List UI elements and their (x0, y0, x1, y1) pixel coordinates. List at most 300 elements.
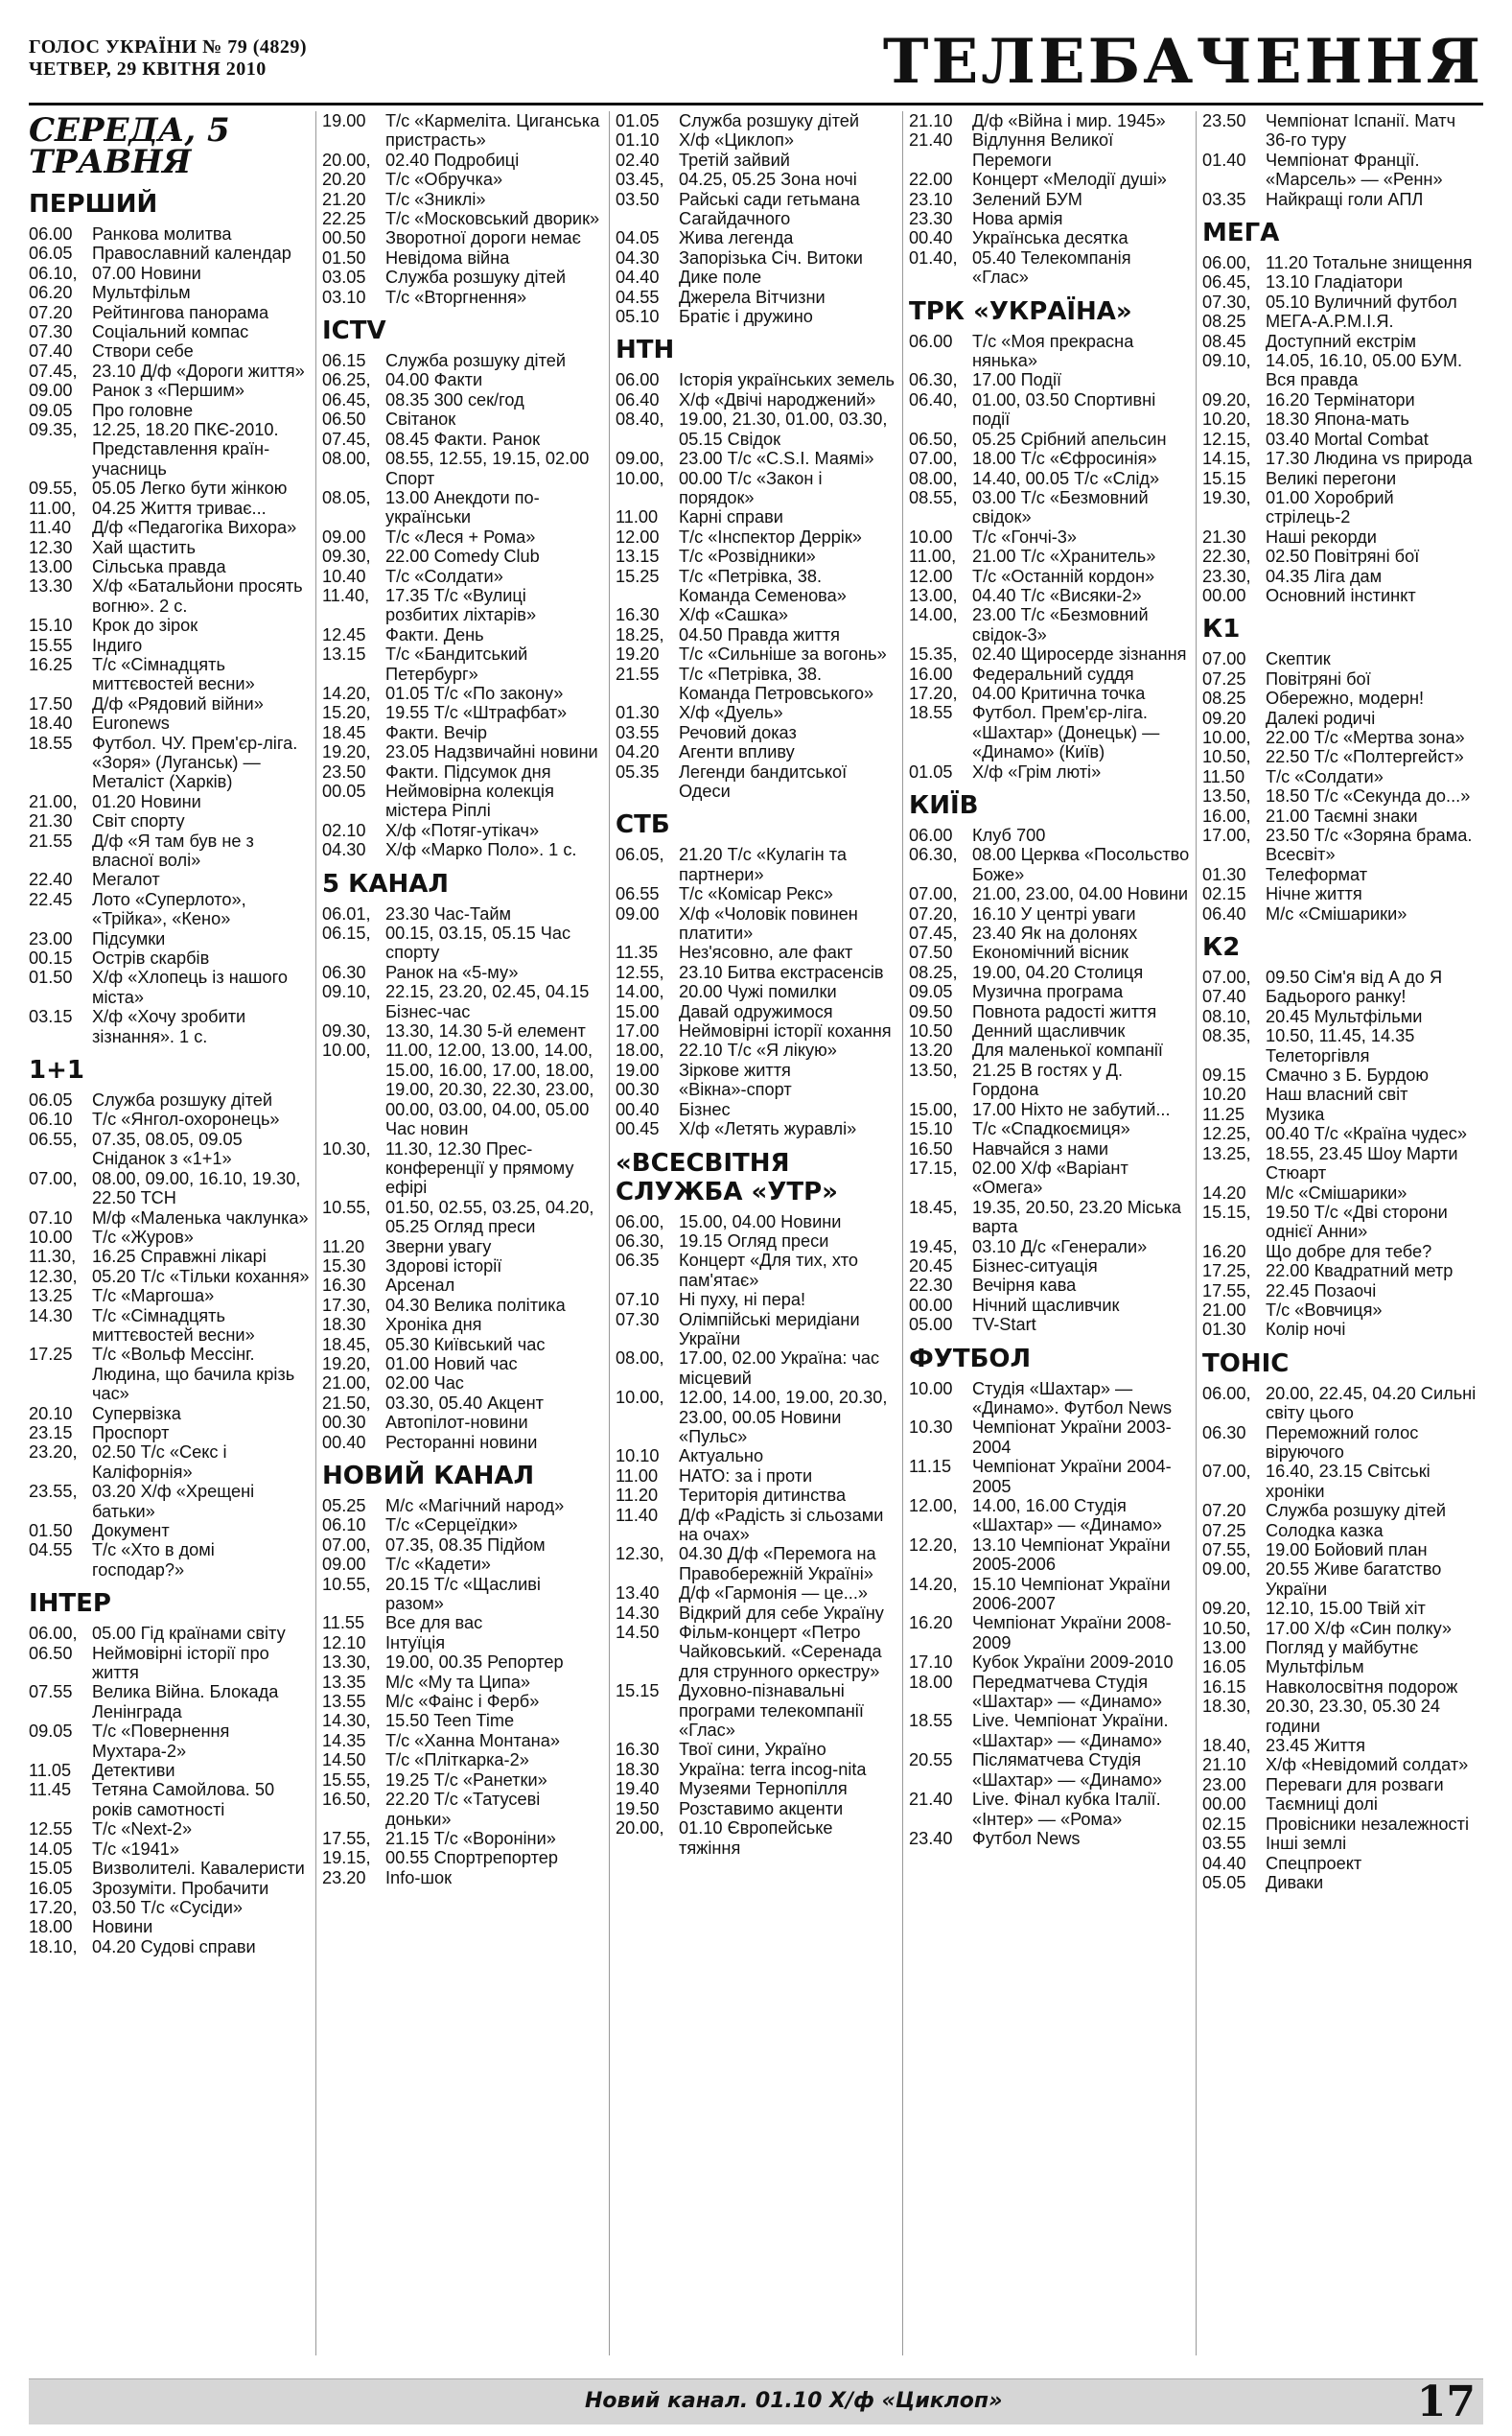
listing-entry (322, 762, 603, 782)
entry-title: Концерт «Мелодії душі» (972, 170, 1167, 190)
entry-title: 16.25 Справжні лікарі (92, 1247, 267, 1267)
entry-time: 19.20, (322, 742, 371, 762)
listing-entry (616, 1623, 896, 1681)
entry-time: 17.55, (322, 1828, 371, 1848)
listing-entry (909, 1496, 1190, 1535)
listing-entry (322, 1555, 603, 1574)
entry-time: 00.00 (909, 1295, 953, 1315)
listing-entry (616, 307, 896, 326)
listing-entry (616, 288, 896, 307)
listing-entry (1202, 709, 1483, 728)
entry-time: 14.35 (322, 1730, 366, 1750)
entry-title: Територія дитинства (679, 1486, 847, 1506)
entry-title: 23.10 Д/ф «Дороги життя» (92, 361, 305, 381)
listing-entry (29, 1228, 310, 1247)
entry-time: 15.20, (322, 703, 371, 723)
listing-entry (1202, 190, 1483, 209)
entry-title: 07.35, 08.35 Підйом (385, 1534, 546, 1555)
entry-title: Джерела Вітчизни (679, 287, 826, 307)
listing-column (616, 111, 896, 2355)
listing-entry (29, 224, 310, 244)
entry-title: 23.50 Т/с «Зоряна брама. Всесвіт» (1266, 826, 1473, 865)
channel-heading: ТРК «УКРАЇНА» (909, 296, 1132, 326)
entry-time: 10.50, (1202, 747, 1251, 767)
entry-title: Православний календар (92, 244, 291, 264)
listing-entry (1202, 904, 1483, 924)
listing-entry (1202, 430, 1483, 449)
entry-title: Лото «Суперлото», «Трійка», «Кено» (92, 889, 246, 929)
entry-title: Т/с «Журов» (92, 1227, 194, 1247)
channel-heading: К2 (1202, 933, 1241, 963)
listing-entry (616, 370, 896, 389)
entry-title: Обережно, модерн! (1266, 689, 1425, 709)
entry-title: Зіркове життя (679, 1060, 791, 1080)
listing-entry (322, 1139, 603, 1198)
entry-title: Погляд у майбутнє (1266, 1638, 1419, 1658)
entry-title: 04.00 Критична точка (972, 683, 1146, 703)
entry-time: 03.35 (1202, 189, 1246, 209)
entry-time: 18.40 (29, 714, 73, 734)
entry-title: Неймовірна колекція містера Ріплі (385, 782, 554, 821)
listing-entry (29, 479, 310, 498)
entry-title: Українська десятка (972, 228, 1128, 248)
entry-time: 12.00 (909, 566, 953, 586)
entry-title: Супервізка (92, 1403, 181, 1423)
listing-entry (1202, 786, 1483, 806)
entry-time: 17.50 (29, 693, 73, 714)
entry-time: 07.45, (29, 361, 78, 381)
entry-title: Переможний голос віруючого (1266, 1422, 1419, 1462)
entry-time: 21.40 (909, 1790, 953, 1810)
entry-title: Т/с «Сімнадцять миттєвостей весни» (92, 654, 255, 694)
entry-title: Таємниці долі (1266, 1794, 1378, 1815)
day-heading: СЕРЕДА, 5 ТРАВНЯ (29, 111, 230, 181)
entry-time: 10.55, (322, 1197, 371, 1217)
entry-time: 06.10, (29, 263, 78, 283)
entry-time: 07.20, (909, 903, 958, 924)
listing-entry (1202, 1697, 1483, 1736)
issue-info (29, 36, 307, 81)
entry-time: 14.15, (1202, 449, 1251, 469)
channel-heading: СТБ (616, 810, 670, 840)
entry-title: 18.30 Япона-мать (1266, 410, 1409, 430)
entry-time: 02.15 (1202, 884, 1246, 904)
entry-time: 07.00, (1202, 1462, 1251, 1482)
entry-title: Вечірня кава (972, 1276, 1077, 1296)
entry-title: 15.10 Чемпіонат України 2006-2007 (972, 1574, 1171, 1614)
entry-time: 21.00, (29, 791, 78, 811)
entry-title: Чемпіонат України 2008-2009 (972, 1613, 1172, 1652)
entry-time: 23.15 (29, 1422, 73, 1442)
entry-title: Запорізька Січ. Витоки (679, 247, 863, 268)
entry-title: Про головне (92, 400, 194, 420)
entry-time: 10.50, (1202, 1618, 1251, 1638)
entry-time: 15.00, (909, 1099, 958, 1119)
entry-title: Т/с «Пліткарка-2» (385, 1750, 529, 1770)
entry-time: 06.15 (322, 351, 366, 371)
entry-title: Факти. Вечір (385, 722, 487, 742)
entry-time: 05.10 (616, 307, 660, 327)
entry-title: 22.10 Т/с «Я лікую» (679, 1041, 837, 1061)
listing-entry (909, 1417, 1190, 1457)
listing-entry (29, 1839, 310, 1859)
listing-entry (29, 1879, 310, 1898)
entry-time: 12.00 (616, 527, 660, 547)
listing-entry (909, 1790, 1190, 1829)
entry-title: 19.00, 04.20 Столиця (972, 962, 1144, 982)
entry-title: Ранок з «Першим» (92, 381, 244, 401)
listing-entry (616, 268, 896, 287)
listing-entry (1202, 449, 1483, 468)
entry-time: 07.10 (616, 1290, 660, 1310)
entry-title: 20.55 Живе багатство України (1266, 1559, 1442, 1599)
entry-title: Речовий доказ (679, 722, 797, 742)
entry-time: 11.25 (1202, 1104, 1245, 1124)
listing-entry (322, 644, 603, 684)
entry-title: Новини (92, 1917, 153, 1937)
entry-time: 06.01, (322, 903, 371, 924)
entry-time: 19.00 (616, 1060, 660, 1080)
entry-title: Т/с «Сімнадцять миттєвостей весни» (92, 1305, 255, 1345)
entry-time: 13.30, (322, 1652, 371, 1673)
entry-title: 05.40 Телекомпанія «Глас» (972, 247, 1131, 288)
entry-time: 13.50, (1202, 786, 1251, 807)
listing-entry (909, 1315, 1190, 1334)
entry-time: 15.30 (322, 1255, 366, 1276)
entry-title: Зрозуміти. Пробачити (92, 1878, 269, 1898)
listing-entry (29, 1540, 310, 1580)
entry-title: Т/с «Next-2» (92, 1819, 193, 1839)
listing-entry (322, 1373, 603, 1393)
entry-title: 03.50 Т/с «Сусіди» (92, 1897, 244, 1917)
listing-entry (1202, 669, 1483, 689)
listing-entry (1202, 1026, 1483, 1066)
listing-entry (1202, 747, 1483, 766)
entry-time: 09.00 (29, 381, 73, 401)
entry-title: 19.35, 20.50, 23.20 Міська варта (972, 1197, 1182, 1237)
entry-title: Актуально (679, 1446, 764, 1466)
entry-time: 14.30 (29, 1305, 73, 1325)
entry-title: 02.50 Повітряні бої (1266, 547, 1420, 567)
entry-time: 01.30 (1202, 864, 1246, 884)
listing-entry (909, 1711, 1190, 1750)
entry-title: НАТО: за і проти (679, 1465, 813, 1486)
listing-entry (1202, 1657, 1483, 1676)
listing-entry (616, 1310, 896, 1349)
entry-title: Чемпіонат Іспанії. Матч 36-го туру (1266, 111, 1456, 151)
entry-time: 08.35, (1202, 1026, 1251, 1046)
entry-title: Т/с «Вторгнення» (385, 287, 527, 307)
listing-entry (909, 1613, 1190, 1652)
column-divider (1196, 111, 1197, 2355)
entry-time: 16.20 (1202, 1241, 1246, 1261)
entry-title: Т/с «Спадкоємиця» (972, 1119, 1130, 1139)
listing-entry (29, 1682, 310, 1722)
entry-time: 01.50 (29, 968, 73, 988)
entry-time: 06.30, (616, 1230, 664, 1251)
listing-entry (322, 742, 603, 761)
entry-time: 11.40 (29, 518, 72, 538)
entry-title: 01.10 Європейське тяжіння (679, 1818, 833, 1858)
entry-time: 13.00 (1202, 1638, 1246, 1658)
entry-title: Футбол. ЧУ. Прем'єр-ліга. «Зоря» (Луганськ) — Металіст (Харків) (92, 733, 298, 792)
entry-time: 11.00 (616, 1465, 659, 1486)
listing-entry (1202, 1144, 1483, 1183)
entry-title: 23.00 Т/с «C.S.I. Маямі» (679, 449, 874, 469)
listing-entry (616, 703, 896, 722)
listing-entry (322, 248, 603, 268)
entry-title: 14.00, 16.00 Студія «Шахтар» — «Динамо» (972, 1496, 1163, 1535)
entry-title: Мультфільм (1266, 1657, 1364, 1677)
listing-entry (616, 1251, 896, 1290)
entry-time: 21.55 (29, 831, 73, 851)
entry-title: Т/с «Інспектор Деррік» (679, 527, 862, 547)
entry-title: Нова армія (972, 209, 1063, 229)
entry-title: Крок до зірок (92, 616, 198, 636)
entry-title: 05.30 Київський час (385, 1334, 546, 1354)
listing-entry (909, 390, 1190, 430)
entry-time: 06.35 (616, 1251, 660, 1271)
entry-title: 01.20 Новини (92, 791, 201, 811)
entry-time: 01.30 (616, 703, 660, 723)
entry-time: 17.20, (29, 1897, 78, 1917)
entry-time: 23.50 (1202, 111, 1246, 130)
listing-entry (29, 811, 310, 831)
entry-title: Основний інстинкт (1266, 585, 1416, 605)
entry-time: 17.00 (616, 1021, 660, 1042)
entry-title: Олімпійські меридіани України (679, 1309, 860, 1348)
entry-title: Інші землі (1266, 1834, 1347, 1854)
listing-entry (322, 1535, 603, 1555)
entry-title: 01.00, 03.50 Спортивні події (972, 389, 1156, 430)
entry-time: 12.30 (29, 537, 73, 557)
entry-time: 07.30, (1202, 292, 1251, 312)
listing-entry (909, 644, 1190, 664)
listing-entry (29, 1306, 310, 1346)
entry-title: МЕГА-А.Р.М.І.Я. (1266, 312, 1394, 332)
entry-time: 01.05 (909, 761, 953, 782)
entry-time: 00.05 (322, 782, 366, 801)
listing-entry (1202, 253, 1483, 272)
entry-time: 04.30 (322, 840, 366, 860)
entry-time: 06.45, (322, 389, 371, 410)
entry-title: Х/ф «Чоловік повинен платити» (679, 903, 858, 944)
entry-time: 06.30, (909, 370, 958, 390)
entry-time: 14.50 (322, 1750, 366, 1770)
listing-entry (29, 264, 310, 283)
listing-entry (1202, 1281, 1483, 1300)
listing-entry (29, 870, 310, 889)
listing-entry (909, 904, 1190, 924)
entry-time: 18.00 (29, 1917, 73, 1937)
entry-time: 01.30 (1202, 1320, 1246, 1340)
listing-entry (1202, 586, 1483, 605)
entry-time: 13.30 (29, 576, 73, 597)
entry-time: 22.25 (322, 209, 366, 229)
listing-entry (29, 949, 310, 968)
entry-time: 14.50 (616, 1623, 660, 1643)
listing-entry (909, 762, 1190, 782)
entry-title: Післяматчева Студія «Шахтар» — «Динамо» (972, 1750, 1163, 1790)
entry-title: 04.30 Д/ф «Перемога на Правобережній Україні» (679, 1544, 876, 1583)
listing-entry (909, 370, 1190, 389)
entry-title: Музеями Тернопілля (679, 1779, 848, 1799)
entry-time: 23.50 (322, 761, 366, 782)
entry-time: 06.10 (322, 1515, 366, 1535)
listing-entry (29, 1898, 310, 1917)
entry-title: 04.00 Факти (385, 370, 483, 390)
entry-time: 03.50 (616, 189, 660, 209)
entry-title: 14.05, 16.10, 05.00 БУМ. Вся правда (1266, 351, 1463, 390)
entry-title: Хроніка дня (385, 1315, 482, 1335)
entry-title: Нічне життя (1266, 884, 1362, 904)
entry-time: 17.55, (1202, 1280, 1251, 1300)
entry-title: 23.45 Життя (1266, 1736, 1366, 1756)
listing-entry (29, 1761, 310, 1780)
entry-title: Х/ф «Циклоп» (679, 130, 794, 151)
listing-entry (322, 1237, 603, 1256)
entry-title: 23.05 Надзвичайні новини (385, 742, 598, 762)
listing-entry (29, 1090, 310, 1110)
listing-entry (616, 1348, 896, 1388)
entry-title: 10.50, 11.45, 14.35 Телеторгівля (1266, 1026, 1415, 1066)
entry-time: 09.20 (1202, 708, 1246, 728)
entry-time: 07.40 (29, 341, 73, 362)
entry-time: 14.05 (29, 1839, 73, 1859)
listing-entry (1202, 1242, 1483, 1261)
entry-title: Нез'ясовно, але факт (679, 943, 853, 963)
entry-time: 06.25, (322, 370, 371, 390)
listing-entry (616, 1544, 896, 1583)
entry-title: 17.00 Х/ф «Син полку» (1266, 1618, 1453, 1638)
entry-time: 22.40 (29, 870, 73, 890)
listing-entry (29, 1644, 310, 1683)
entry-time: 08.00, (909, 468, 958, 488)
entry-title: Федеральний суддя (972, 664, 1134, 684)
entry-title: 23.30 Час-Тайм (385, 903, 512, 924)
entry-time: 17.25, (1202, 1261, 1251, 1281)
entry-time: 16.25 (29, 654, 73, 674)
listings-columns (29, 111, 1483, 2355)
entry-title: 17.00, 02.00 Україна: час місцевий (679, 1348, 880, 1388)
listing-entry (322, 288, 603, 307)
listing-entry (616, 410, 896, 449)
listing-entry (616, 1446, 896, 1465)
entry-time: 21.50, (322, 1393, 371, 1413)
entry-title: Х/ф «Хочу зробити зізнання». 1 с. (92, 1007, 246, 1046)
entry-time: 08.55, (909, 487, 958, 507)
page-number: 17 (1416, 2377, 1476, 2426)
listing-entry (909, 1673, 1190, 1712)
listing-entry (616, 884, 896, 903)
entry-time: 11.05 (29, 1761, 72, 1781)
entry-title: 04.35 Ліга дам (1266, 566, 1383, 586)
channel-heading: ТОНІС (1202, 1348, 1290, 1378)
entry-title: Легенди бандитської Одеси (679, 761, 848, 801)
listing-entry (322, 1433, 603, 1452)
entry-time: 10.00, (616, 1388, 664, 1408)
listing-entry (322, 1335, 603, 1354)
entry-time: 07.45, (322, 429, 371, 449)
entry-title: Ранкова молитва (92, 224, 232, 244)
listing-entry (322, 840, 603, 859)
listing-entry (29, 1482, 310, 1521)
listing-entry (909, 1021, 1190, 1041)
entry-title: М/с «Смішарики» (1266, 1183, 1407, 1203)
entry-title: Здорові історії (385, 1255, 502, 1276)
listing-entry (1202, 410, 1483, 429)
listing-entry (616, 111, 896, 130)
entry-time: 09.00, (1202, 1559, 1251, 1580)
entry-title: 03.30, 05.40 Акцент (385, 1393, 544, 1413)
entry-title: Т/с «Сильніше за вогонь» (679, 644, 887, 665)
entry-title: 19.55 Т/с «Штрафбат» (385, 703, 568, 723)
listing-entry (1202, 807, 1483, 826)
entry-title: Проспорт (92, 1422, 170, 1442)
entry-time: 08.25 (1202, 312, 1246, 332)
section-title: ТЕЛЕБАЧЕННЯ (882, 26, 1483, 98)
entry-time: 18.25, (616, 624, 664, 644)
entry-time: 09.10, (322, 982, 371, 1002)
entry-title: Третій зайвий (679, 150, 790, 170)
entry-time: 18.40, (1202, 1736, 1251, 1756)
listing-entry (909, 1139, 1190, 1159)
entry-time: 07.50 (909, 943, 953, 963)
entry-title: 02.40 Щиросерде зізнання (972, 644, 1187, 665)
listing-entry (909, 449, 1190, 468)
entry-title: Т/с «Вольф Мессінг. Людина, що бачила крізь час» (92, 1345, 295, 1404)
entry-title: Т/с «Солдати» (385, 566, 503, 586)
entry-time: 21.55 (616, 664, 660, 684)
listing-entry (909, 684, 1190, 703)
entry-title: Т/с «Кармеліта. Циганська пристрасть» (385, 111, 600, 151)
listing-entry (1202, 390, 1483, 410)
entry-time: 15.00 (616, 1001, 660, 1021)
entry-title: Найкращі голи АПЛ (1266, 189, 1424, 209)
listing-entry (29, 1007, 310, 1046)
entry-title: 18.00 Т/с «Єфросинія» (972, 449, 1157, 469)
entry-time: 09.05 (909, 982, 953, 1002)
entry-title: 03.40 Mortal Combat (1266, 429, 1429, 449)
listing-entry (322, 1041, 603, 1138)
entry-title: Клуб 700 (972, 826, 1046, 845)
entry-time: 07.00, (909, 884, 958, 904)
listing-entry (909, 703, 1190, 761)
listing-entry (29, 1110, 310, 1129)
entry-title: 02.00 Х/ф «Варіант «Омега» (972, 1158, 1128, 1198)
listing-entry (29, 929, 310, 949)
entry-time: 16.00 (909, 664, 953, 684)
listing-column (1202, 111, 1483, 2355)
entry-time: 06.05 (29, 1090, 73, 1111)
entry-title: Т/с «Янгол-охоронець» (92, 1110, 280, 1130)
listing-entry (1202, 728, 1483, 747)
entry-time: 13.00, (909, 585, 958, 605)
entry-title: 22.50 Т/с «Полтергейст» (1266, 747, 1464, 767)
entry-time: 21.40 (909, 130, 953, 151)
entry-time: 10.00, (1202, 727, 1251, 747)
entry-time: 03.55 (616, 722, 660, 742)
listing-entry (909, 111, 1190, 130)
entry-time: 07.25 (1202, 1520, 1246, 1540)
listing-entry (322, 111, 603, 151)
entry-time: 21.20 (322, 189, 366, 209)
listing-entry (29, 734, 310, 792)
listing-entry (1202, 1677, 1483, 1697)
entry-time: 09.35, (29, 420, 78, 440)
listing-entry (322, 1256, 603, 1276)
entry-time: 18.00 (909, 1672, 953, 1692)
